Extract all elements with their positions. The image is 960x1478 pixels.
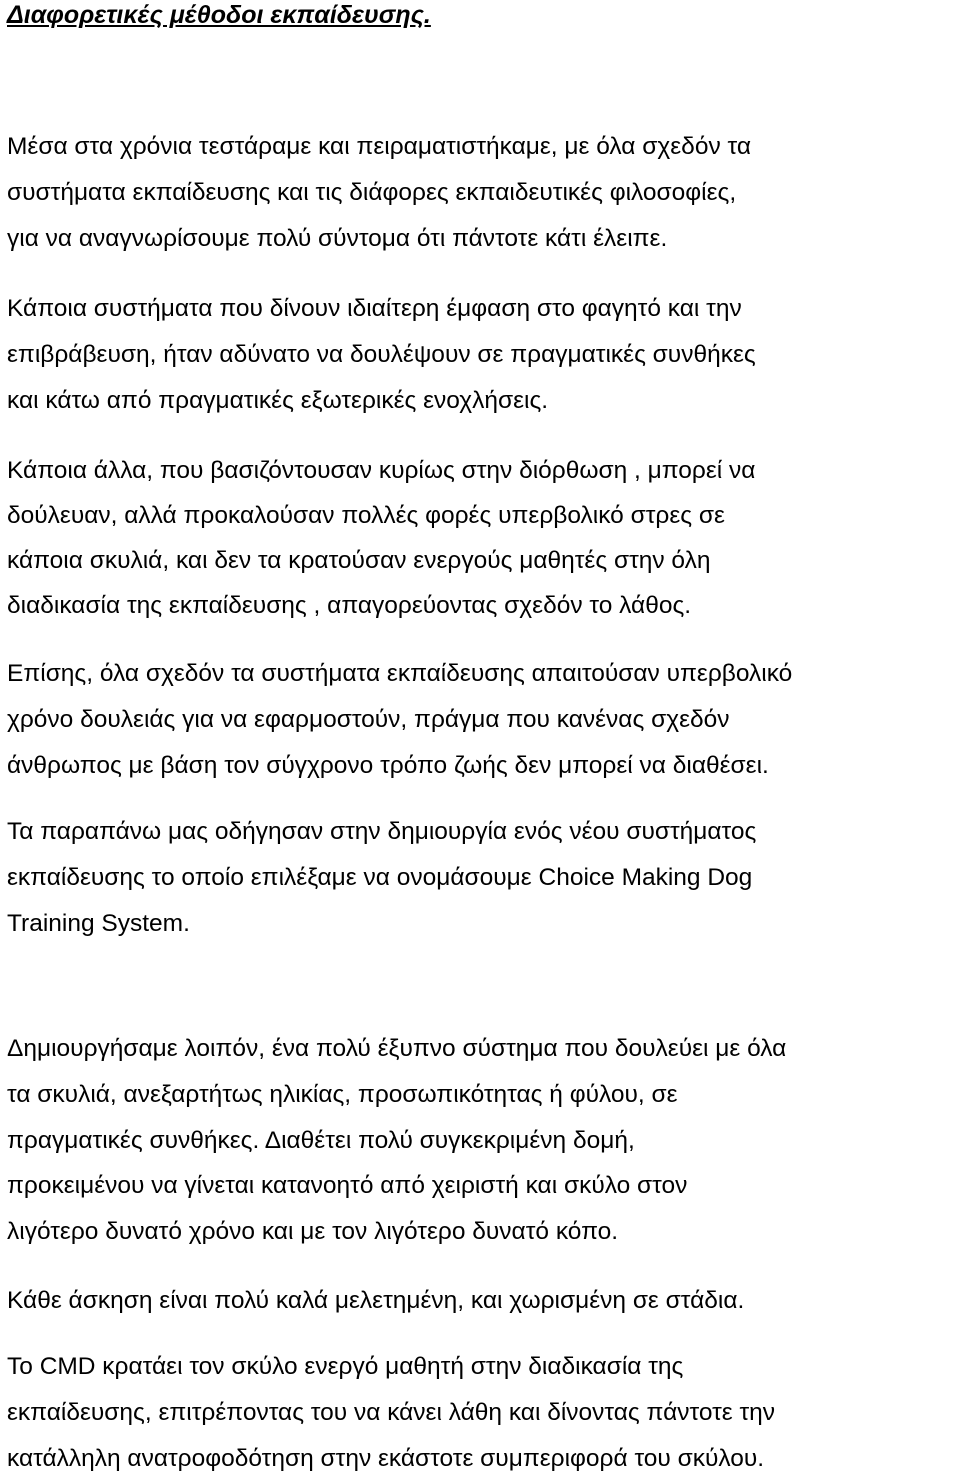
paragraph-1-line-3: για να αναγνωρίσουμε πολύ σύντομα ότι πάντοτε κάτι έλειπε.: [7, 225, 668, 252]
paragraph-3-line-4: διαδικασία της εκπαίδευσης , απαγορεύοντας σχεδόν το λάθος.: [7, 592, 692, 619]
paragraph-6-line-5: λιγότερο δυνατό χρόνο και με τον λιγότερο δυνατό κόπο.: [7, 1218, 619, 1245]
paragraph-2-line-3: και κάτω από πραγματικές εξωτερικές ενοχλήσεις.: [7, 387, 549, 414]
paragraph-5-line-1: Τα παραπάνω μας οδήγησαν στην δημιουργία ενός νέου συστήματος: [7, 818, 757, 845]
paragraph-5-line-2: εκπαίδευσης το οποίο επιλέξαμε να ονομάσουμε Choice Making Dog: [7, 864, 753, 891]
paragraph-6-line-4: προκειμένου να γίνεται κατανοητό από χειριστή και σκύλο στον: [7, 1172, 688, 1199]
paragraph-6-line-2: τα σκυλιά, ανεξαρτήτως ηλικίας, προσωπικότητας ή φύλου, σε: [7, 1081, 678, 1108]
paragraph-4-line-1: Επίσης, όλα σχεδόν τα συστήματα εκπαίδευσης απαιτούσαν υπερβολικό: [7, 660, 793, 687]
paragraph-5-line-3: Training System.: [7, 910, 190, 937]
paragraph-2-line-2: επιβράβευση, ήταν αδύνατο να δουλέψουν σε πραγματικές συνθήκες: [7, 341, 756, 368]
paragraph-8-line-1: Το CMD κρατάει τον σκύλο ενεργό μαθητή στην διαδικασία της: [7, 1353, 684, 1380]
paragraph-3-line-3: κάποια σκυλιά, και δεν τα κρατούσαν ενεργούς μαθητές στην όλη: [7, 547, 711, 574]
document-title: Διαφορετικές μέθοδοι εκπαίδευσης.: [7, 1, 431, 29]
paragraph-2-line-1: Κάποια συστήματα που δίνουν ιδιαίτερη έμφαση στο φαγητό και την: [7, 295, 742, 322]
paragraph-3-line-2: δούλευαν, αλλά προκαλούσαν πολλές φορές υπερβολικό στρες σε: [7, 502, 725, 529]
paragraph-1-line-2: συστήματα εκπαίδευσης και τις διάφορες εκπαιδευτικές φιλοσοφίες,: [7, 179, 737, 206]
paragraph-4-line-2: χρόνο δουλειάς για να εφαρμοστούν, πράγμα που κανένας σχεδόν: [7, 706, 730, 733]
paragraph-1-line-1: Μέσα στα χρόνια τεστάραμε και πειραματιστήκαμε, με όλα σχεδόν τα: [7, 133, 751, 160]
paragraph-7-line-1: Κάθε άσκηση είναι πολύ καλά μελετημένη, και χωρισμένη σε στάδια.: [7, 1287, 745, 1314]
paragraph-8-line-3: κατάλληλη ανατροφοδότηση στην εκάστοτε συμπεριφορά του σκύλου.: [7, 1445, 765, 1472]
paragraph-6-line-3: πραγματικές συνθήκες. Διαθέτει πολύ συγκεκριμένη δομή,: [7, 1127, 635, 1154]
paragraph-6-line-1: Δημιουργήσαμε λοιπόν, ένα πολύ έξυπνο σύστημα που δουλεύει με όλα: [7, 1035, 787, 1062]
paragraph-8-line-2: εκπαίδευσης, επιτρέποντας του να κάνει λάθη και δίνοντας πάντοτε την: [7, 1399, 776, 1426]
paragraph-3-line-1: Κάποια άλλα, που βασιζόντουσαν κυρίως στην διόρθωση , μπορεί να: [7, 457, 756, 484]
paragraph-4-line-3: άνθρωπος με βάση τον σύγχρονο τρόπο ζωής δεν μπορεί να διαθέσει.: [7, 752, 769, 779]
